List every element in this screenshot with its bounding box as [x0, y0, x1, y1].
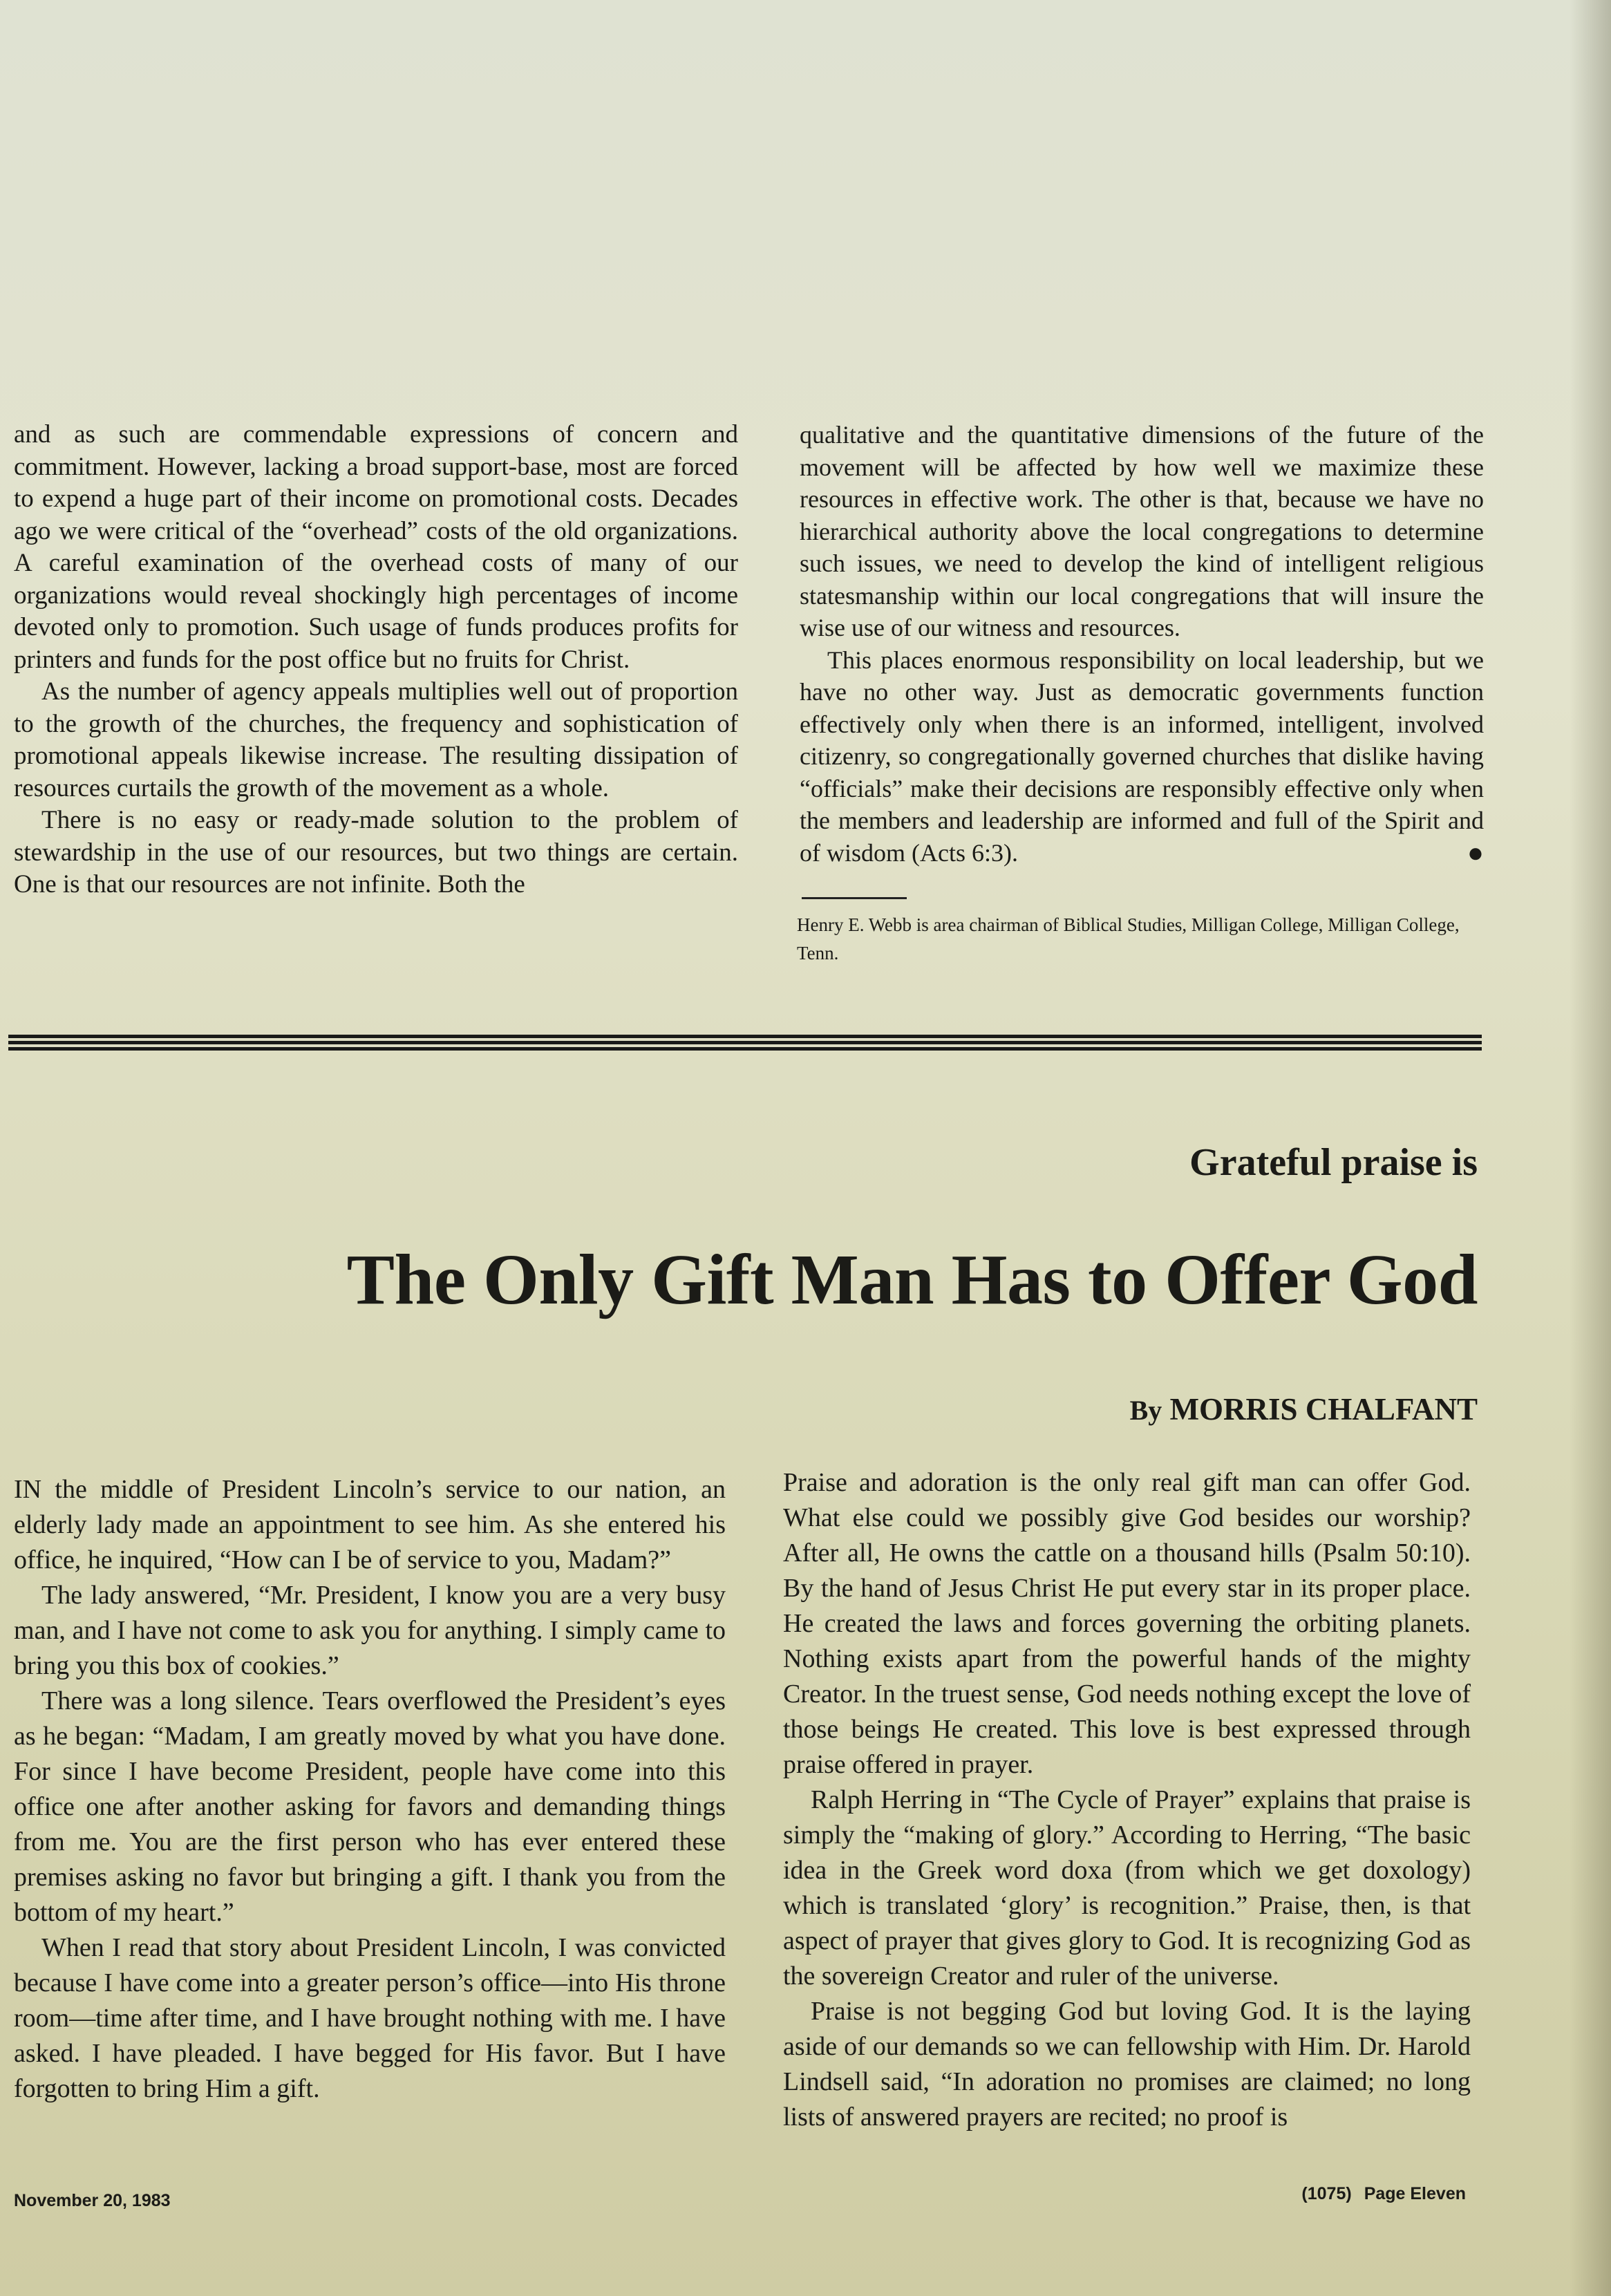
paragraph: The lady answered, “Mr. President, I know you are a very busy man, and I have not come to ask you for anything. I simply came to bring you this box of cookies.” — [14, 1581, 726, 1680]
section-divider — [8, 1035, 1482, 1053]
article-kicker: Grateful praise is — [1189, 1141, 1478, 1184]
page-code: (1075) — [1301, 2184, 1352, 2203]
bottom-right-column — [783, 1465, 1471, 2135]
top-right-column — [800, 419, 1484, 869]
author-name: MORRIS CHALFANT — [1169, 1392, 1478, 1427]
byline-prefix: By — [1129, 1395, 1162, 1426]
bio-divider — [802, 897, 907, 899]
paragraph: Praise and adoration is the only real gift man can offer God. What else could we possibly give God besides our worship? After all, He owns the cattle on a thousand hills (Psalm 50:10). By the hand of Jesus Christ He put every star in its proper place. He created the laws and forces governing the orbiting planets. Nothing exists apart from the powerful hands of the mighty Creator. In the truest sense, God needs nothing except the love of those beings He created. This love is best expressed through praise offered in prayer. — [783, 1468, 1471, 1779]
page-edge-shadow — [1570, 0, 1611, 2296]
paragraph: There was a long silence. Tears overflowed the President’s eyes as he began: “Madam, I am greatly moved by what you have done. For since I have become President, people have come into this office one after another asking for favors and demanding things from me. You are the first person who has ever entered these premises asking no favor but bringing a gift. I thank you from the bottom of my heart.” — [14, 1686, 726, 1927]
paragraph-text: This places enormous responsibility on local leadership, but we have no other way. Just as democratic governments function effectively only when there is an informed, intelligent, involved citizenry, so congregationally governed churches that dislike having “officials” make their decisions are responsibly effective only when the members and leadership are informed and full of the Spirit and of wisdom (Acts 6:3). — [800, 646, 1484, 867]
article-headline: The Only Gift Man Has to Offer God — [346, 1240, 1478, 1319]
paragraph: Ralph Herring in “The Cycle of Prayer” explains that praise is simply the “making of glory.” According to Herring, “The basic idea in the Greek word doxa (from which we get doxology) which is translated ‘glory’ is recognition.” Praise, then, is that aspect of prayer that gives glory to God. It is recognizing God as the sovereign Creator and ruler of the universe. — [783, 1785, 1471, 1991]
paragraph: IN the middle of President Lincoln’s service to our nation, an elderly lady made an appointment to see him. As she entered his office, he inquired, “How can I be of service to you, Madam?” — [14, 1475, 726, 1574]
end-mark-icon: ● — [1467, 836, 1484, 868]
paragraph: As the number of agency appeals multiplies well out of proportion to the growth of the churches, the frequency and sophistication of promotional appeals likewise increase. The resulting dissipation of resources curtails the growth of the movement as a whole. — [14, 677, 738, 802]
paragraph: There is no easy or ready-made solution to the problem of stewardship in the use of our resources, but two things are certain. One is that our resources are not infinite. Both the — [14, 806, 738, 898]
paragraph: and as such are commendable expressions of concern and commitment. However, lacking a broad support-base, most are forced to expend a huge part of their income on promotional costs. Decades ago we were critical of the “overhead” costs of the old organizations. A careful examination of the overhead costs of many of our organizations would reveal shockingly high percentages of income devoted only to promotion. Such usage of funds produces profits for printers and funds for the post office but no fruits for Christ. — [14, 420, 738, 674]
paragraph: When I read that story about President Lincoln, I was convicted because I have come into a greater person’s office—into His throne room—time after time, and I have brought nothing with me. I have asked. I have pleaded. I have begged for His favor. But I have forgotten to bring Him a gift. — [14, 1933, 726, 2103]
byline — [1130, 1391, 1478, 1427]
bottom-left-column — [14, 1472, 726, 2107]
footer-date: November 20, 1983 — [14, 2191, 171, 2210]
author-bio: Henry E. Webb is area chairman of Biblical Studies, Milligan College, Milligan College, Tenn. — [797, 914, 1460, 963]
top-left-column — [14, 419, 738, 901]
page-number: Page Eleven — [1364, 2184, 1466, 2203]
paragraph — [800, 644, 1484, 869]
footer-page-info — [1301, 2184, 1466, 2204]
paragraph: Praise is not begging God but loving God. It is the laying aside of our demands so we can fellowship with Him. Dr. Harold Lindsell said, “In adoration no promises are claimed; no long lists of answered prayers are recited; no proof is — [783, 1997, 1471, 2132]
paragraph: qualitative and the quantitative dimensions of the future of the movement will be affected by how well we maximize these resources in effective work. The other is that, because we have no hierarchical authority above the local congregations to determine such issues, we need to develop the kind of intelligent religious statesmanship within our local congregations that will insure the wise use of our witness and resources. — [800, 421, 1484, 641]
